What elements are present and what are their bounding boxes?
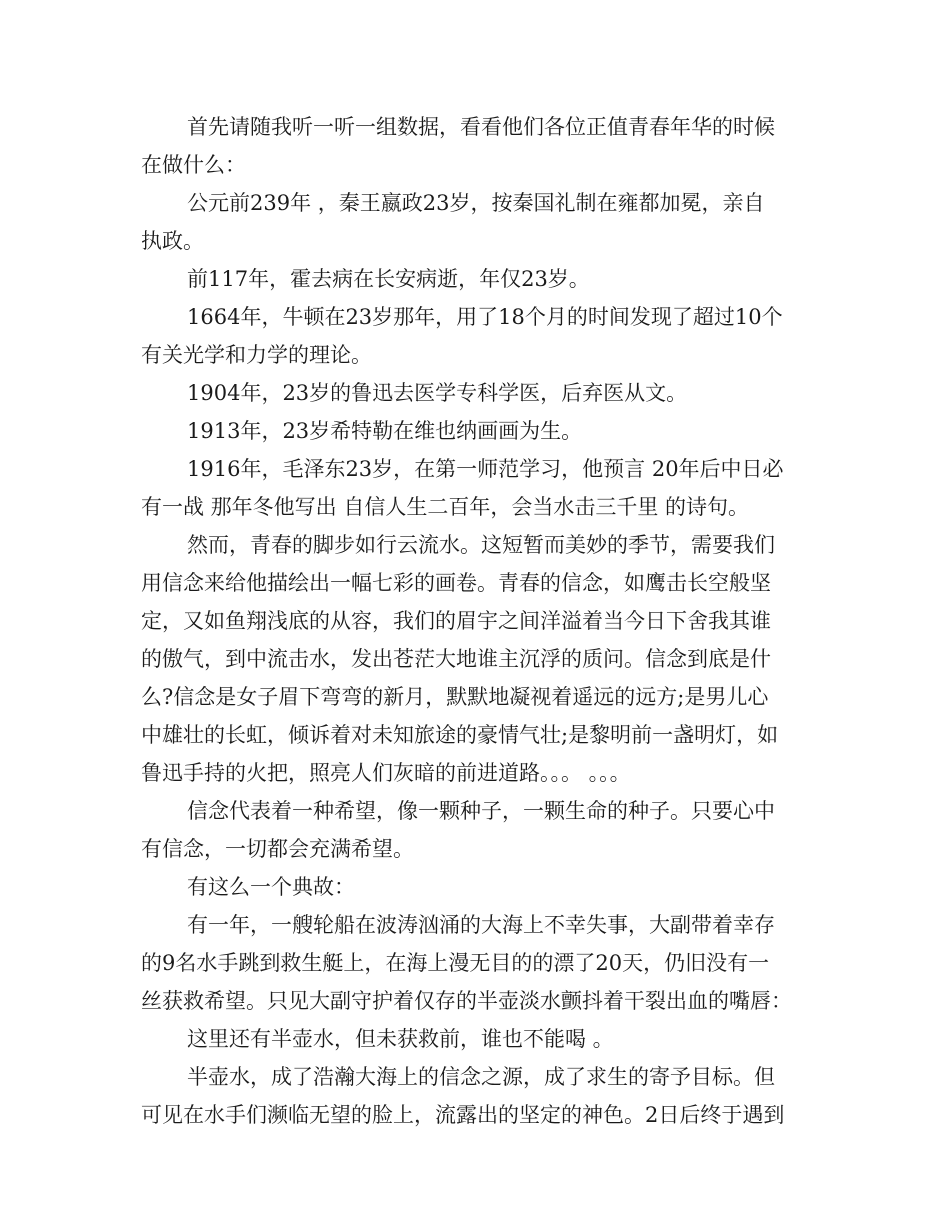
text-line: 1916年，毛泽东23岁，在第一师范学习，他预言 20年后中日必: [187, 457, 784, 481]
paragraph-story-intro: [141, 868, 813, 906]
text-line: 定，又如鱼翔浅底的从容，我们的眉宇之间洋溢着当今日下舍我其谁: [141, 609, 771, 633]
paragraph-source-of-belief: [141, 1058, 813, 1134]
text-line: 么?信念是女子眉下弯弯的新月，默默地凝视着遥远的远方;是男儿心: [141, 685, 769, 709]
text-line: 1664年，牛顿在23岁那年，用了18个月的时间发现了超过10个: [187, 305, 783, 329]
paragraph-half-pot: [141, 1020, 813, 1058]
text-line: 公元前239年 ，秦王嬴政23岁，按秦国礼制在雍都加冕，亲自: [187, 191, 765, 215]
text-line: 中雄壮的长虹，倾诉着对未知旅途的豪情气壮;是黎明前一盏明灯，如: [141, 723, 779, 747]
text-line: 的9名水手跳到救生艇上，在海上漫无目的的漂了20天，仍旧没有一: [141, 951, 770, 975]
text-line: 的傲气，到中流击水，发出苍茫大地谁主沉浮的质问。信念到底是什: [141, 647, 771, 671]
paragraph-mao: [141, 450, 813, 526]
text-line: 这里还有半壶水，但未获救前，谁也不能喝 。: [187, 1027, 614, 1051]
document-body: [141, 108, 813, 1134]
text-line: 可见在水手们濒临无望的脸上，流露出的坚定的神色。2日后终于遇到: [141, 1103, 785, 1127]
paragraph-huo-qubing: [141, 260, 813, 298]
text-line: 有信念，一切都会充满希望。: [141, 837, 414, 861]
paragraph-qin: [141, 184, 813, 260]
paragraph-newton: [141, 298, 813, 374]
text-line: 有一年，一艘轮船在波涛汹涌的大海上不幸失事，大副带着幸存: [187, 913, 775, 937]
paragraph-luxun: [141, 374, 813, 412]
paragraph-hope: [141, 792, 813, 868]
text-line: 鲁迅手持的火把，照亮人们灰暗的前进道路。。。 。。。: [141, 761, 631, 785]
text-line: 半壶水，成了浩瀚大海上的信念之源，成了求生的寄予目标。但: [187, 1065, 775, 1089]
paragraph-shipwreck: [141, 906, 813, 1020]
text-line: 有这么一个典故：: [187, 875, 355, 899]
text-line: 有一战 那年冬他写出 自信人生二百年，会当水击三千里 的诗句。: [141, 495, 750, 519]
text-line: 在做什么：: [141, 153, 246, 177]
text-line: 执政。: [141, 229, 204, 253]
text-line: 前117年，霍去病在长安病逝，年仅23岁。: [187, 267, 590, 291]
text-line: 1904年，23岁的鲁迅去医学专科学医，后弃医从文。: [187, 381, 688, 405]
text-line: 信念代表着一种希望，像一颗种子，一颗生命的种子。只要心中: [187, 799, 775, 823]
text-line: 有关光学和力学的理论。: [141, 343, 372, 367]
text-line: 1913年，23岁希特勒在维也纳画画为生。: [187, 419, 583, 443]
paragraph-intro: [141, 108, 813, 184]
paragraph-youth-belief: [141, 526, 813, 792]
text-line: 首先请随我听一听一组数据，看看他们各位正值青春年华的时候: [187, 115, 775, 139]
text-line: 丝获救希望。只见大副守护着仅存的半壶淡水颤抖着干裂出血的嘴唇：: [141, 989, 792, 1013]
text-line: 用信念来给他描绘出一幅七彩的画卷。青春的信念，如鹰击长空般坚: [141, 571, 771, 595]
paragraph-hitler: [141, 412, 813, 450]
text-line: 然而，青春的脚步如行云流水。这短暂而美妙的季节，需要我们: [187, 533, 775, 557]
